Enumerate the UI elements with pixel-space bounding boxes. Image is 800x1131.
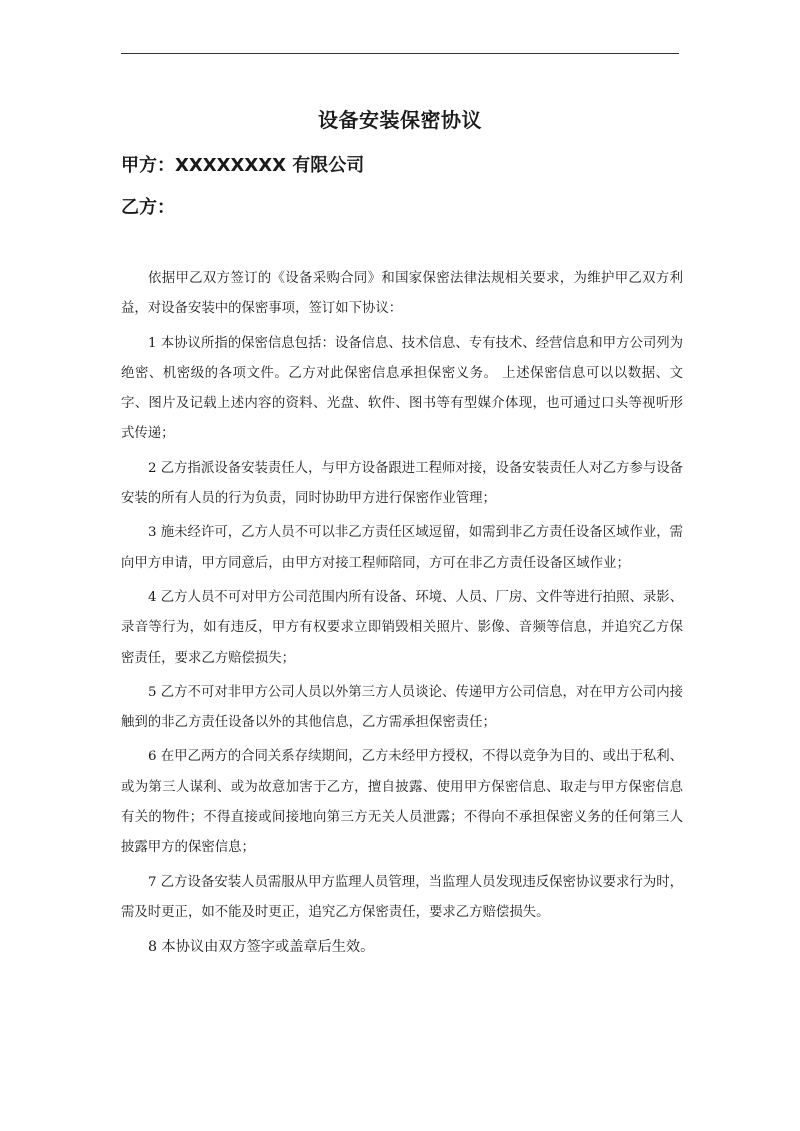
intro-paragraph: 依据甲乙双方签订的《设备采购合同》和国家保密法律法规相关要求，为维护甲乙双方利益，对设备安装中的保密事项，签订如下协议： — [121, 271, 683, 317]
agreement-body — [121, 264, 683, 967]
party-b-line: 乙方： — [121, 197, 175, 218]
party-a-line: 甲方：XXXXXXXX 有限公司 — [121, 155, 365, 176]
clause-1: 1 本协议所指的保密信息包括：设备信息、技术信息、专有技术、经营信息和甲方公司列为绝密、机密级的各项文件。乙方对此保密信息承担保密义务。 上述保密信息可以以数据、文字、图片及记载上述内容的资料、光盘、软件、图书等有型媒介体现，也可通过口头等视听形式传递； — [121, 335, 684, 442]
header-rule — [121, 53, 679, 54]
clause-3: 3 施未经许可，乙方人员不可以非乙方责任区域逗留，如需到非乙方责任设备区域作业，需向甲方申请，甲方同意后，由甲方对接工程师陪同，方可在非乙方责任设备区域作业； — [121, 525, 684, 571]
clause-4: 4 乙方人员不可对甲方公司范围内所有设备、环境、人员、厂房、文件等进行拍照、录影、录音等行为，如有违反，甲方有权要求立即销毁相关照片、影像、音频等信息，并追究乙方保密责任，要求乙方赔偿损失； — [121, 589, 684, 666]
clause-2: 2 乙方指派设备安装责任人，与甲方设备跟进工程师对接，设备安装责任人对乙方参与设备安装的所有人员的行为负责，同时协助甲方进行保密作业管理； — [121, 460, 684, 507]
clause-8: 8 本协议由双方签字或盖章后生效。 — [148, 939, 375, 956]
document-title: 设备安装保密协议 — [318, 108, 482, 132]
clause-5: 5 乙方不可对非甲方公司人员以外第三方人员谈论、传递甲方公司信息，对在甲方公司内接触到的非乙方责任设备以外的其他信息，乙方需承担保密责任； — [121, 684, 684, 731]
clause-6: 6 在甲乙两方的合同关系存续期间，乙方未经甲方授权，不得以竞争为目的、或出于私利、或为第三人谋利、或为故意加害于乙方，擅自披露、使用甲方保密信息、取走与甲方保密信息有关的物件；不得直接或间接地向第三方无关人员泄露；不得向不承担保密义务的任何第三人披露甲方的保密信息； — [121, 749, 684, 856]
clause-7: 7 乙方设备安装人员需服从甲方监理人员管理，当监理人员发现违反保密协议要求行为时，需及时更正，如不能及时更正，追究乙方保密责任，要求乙方赔偿损失。 — [121, 874, 684, 920]
